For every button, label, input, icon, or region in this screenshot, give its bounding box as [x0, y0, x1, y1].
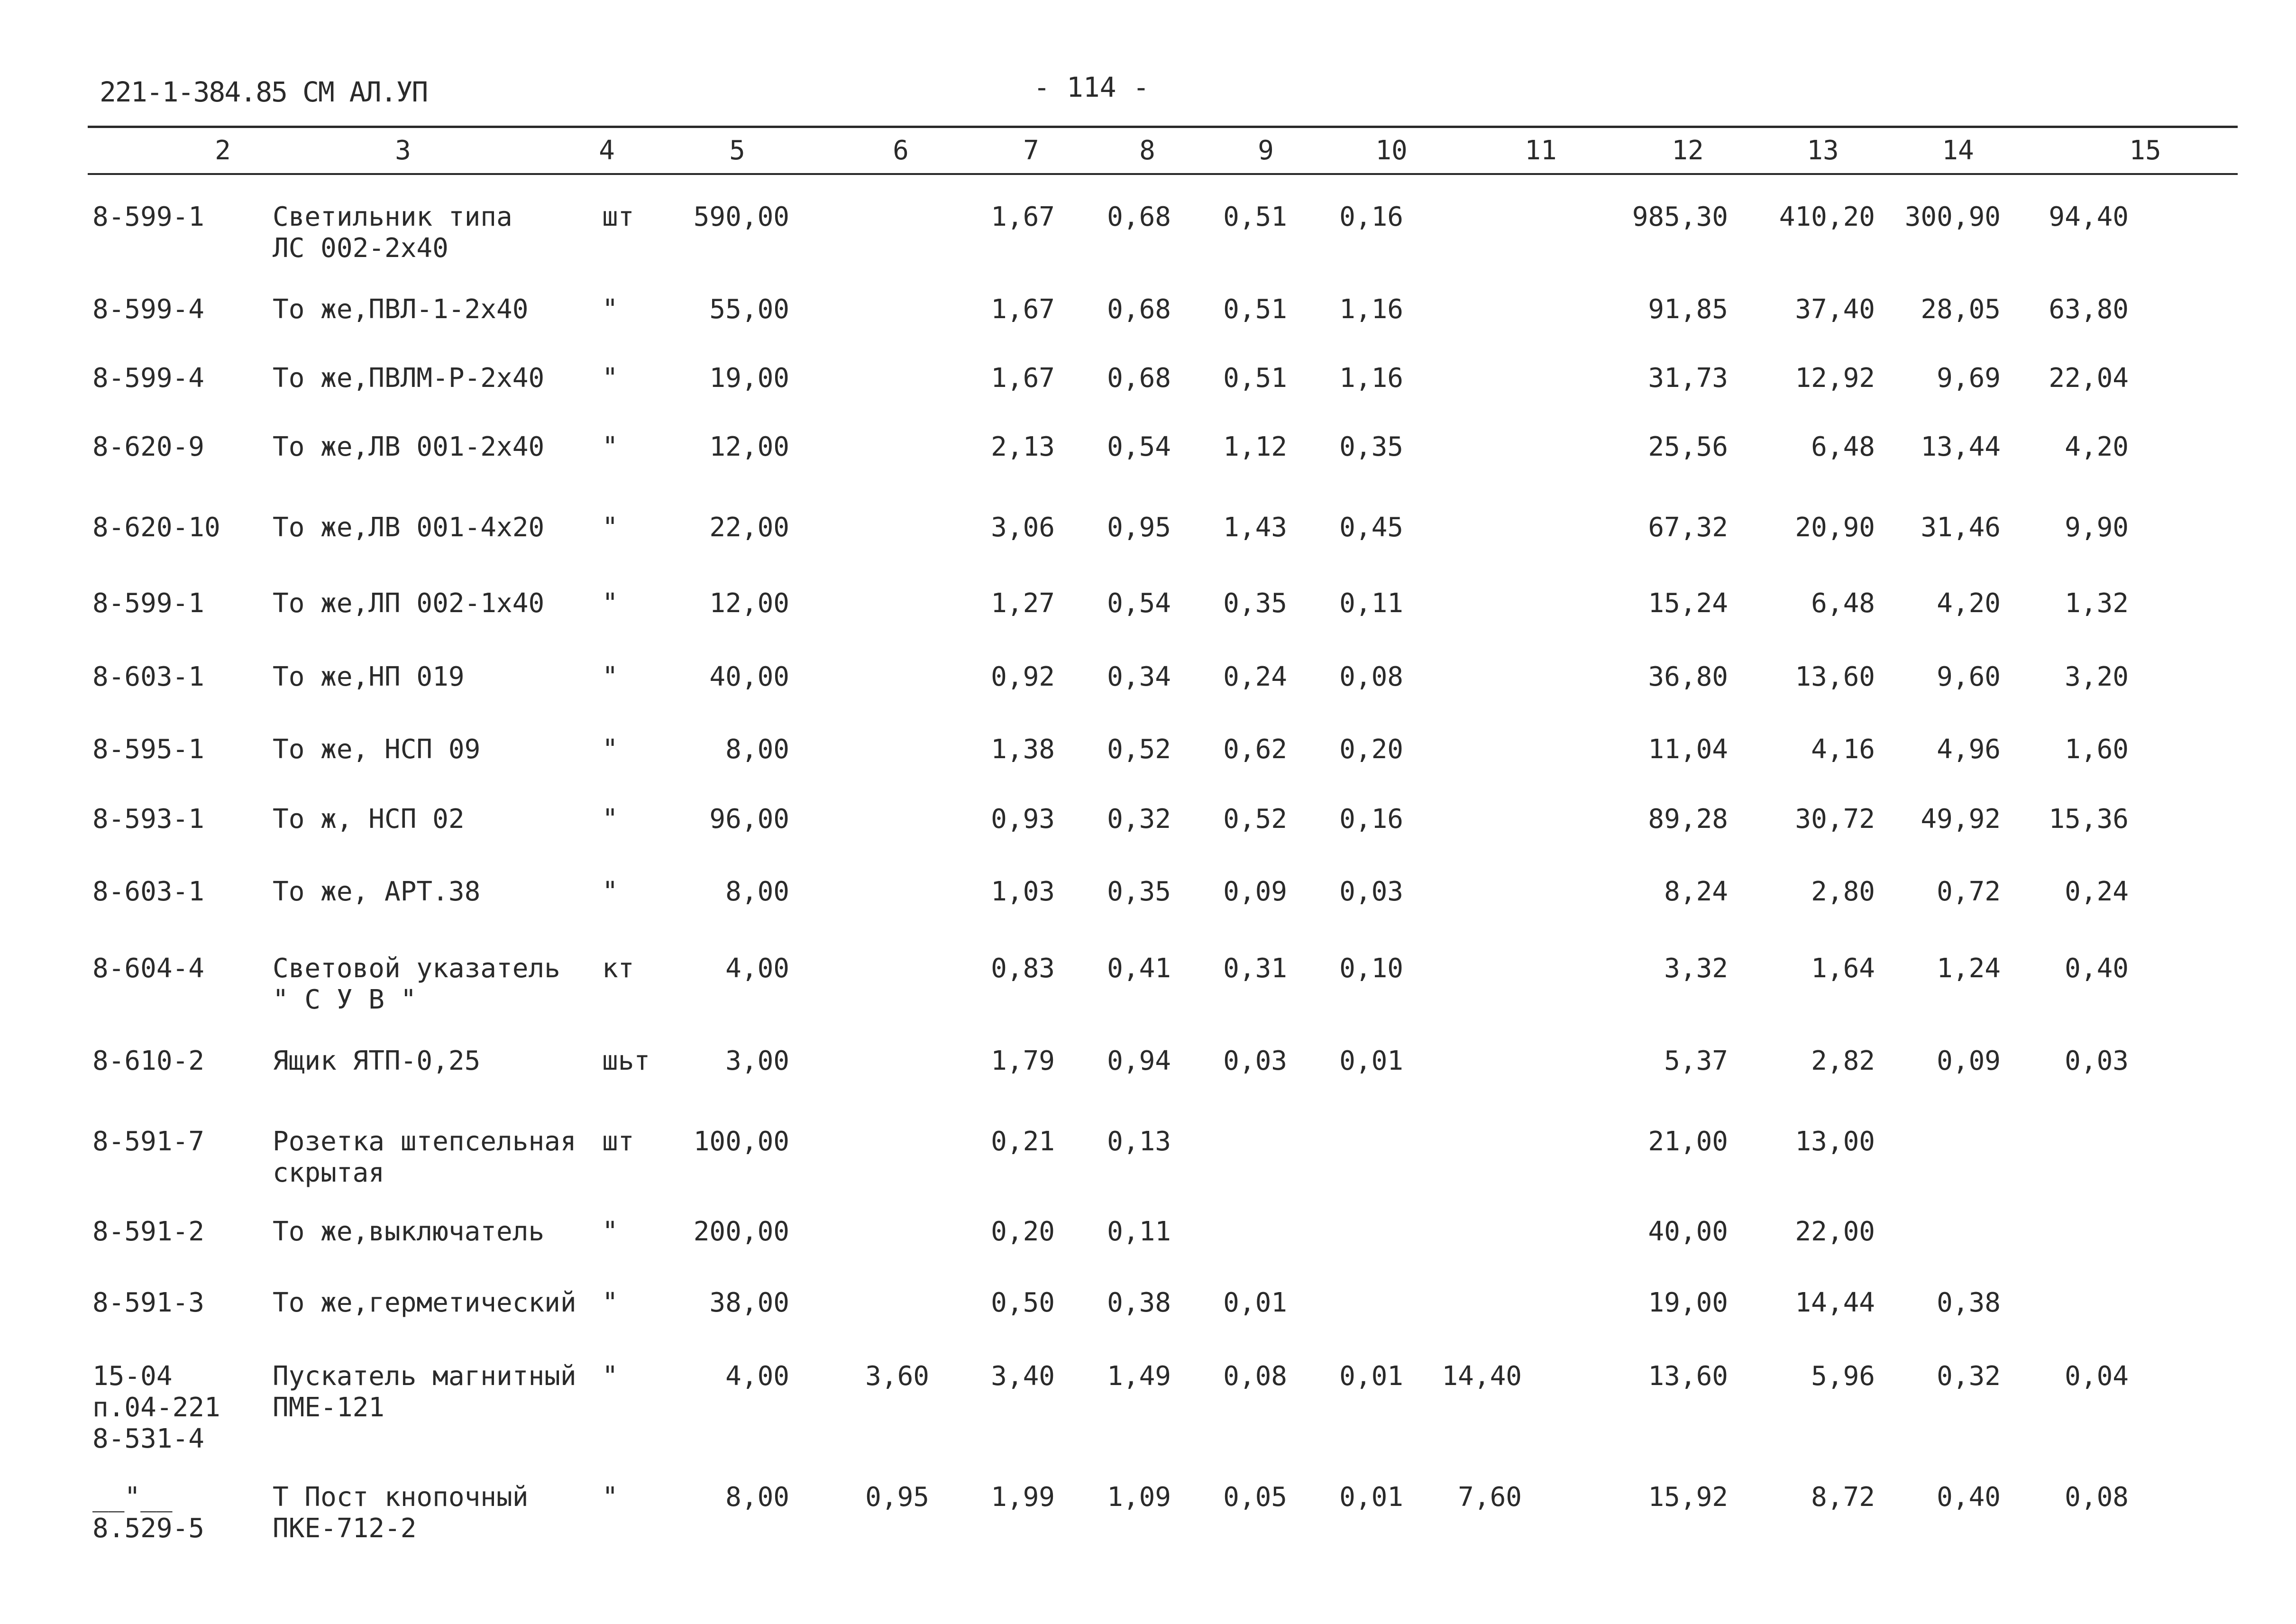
cell-col-12: 5,37: [1664, 1046, 1728, 1076]
cell-col-2: 8-599-1: [92, 202, 205, 232]
cell-col-3: То же,ПВЛМ-Р-2х40: [273, 363, 545, 394]
cell-col-14: 13,44: [1921, 431, 2001, 462]
cell-col-7: 0,93: [991, 804, 1055, 835]
cell-col-4: ": [602, 588, 618, 619]
cell-col-12: 15,92: [1648, 1482, 1728, 1513]
cell-col-4: шт: [602, 202, 634, 232]
cell-col-7: 1,03: [991, 876, 1055, 907]
cell-col-14: 4,20: [1937, 588, 2001, 619]
cell-col-10: 0,11: [1339, 588, 1403, 619]
cell-col-5: 38,00: [709, 1287, 789, 1318]
cell-col-2: 8-591-2: [92, 1216, 205, 1247]
cell-col-3: То же,ЛВ 001-4х20: [273, 512, 545, 543]
cell-col-8: 0,35: [1107, 876, 1171, 907]
cell-col-10: 0,08: [1339, 661, 1403, 692]
cell-col-12: 91,85: [1648, 294, 1728, 325]
table-row: [0, 512, 2296, 543]
cell-col-14: 1,24: [1937, 953, 2001, 984]
cell-col-9: 0,51: [1223, 202, 1287, 232]
cell-col-8: 0,68: [1107, 294, 1171, 325]
cell-col-14: 9,60: [1937, 661, 2001, 692]
table-row: [0, 953, 2296, 1015]
cell-col-8: 0,32: [1107, 804, 1171, 835]
cell-col-4: шт: [602, 1126, 634, 1157]
page-number: - 114 -: [1034, 71, 1150, 103]
cell-col-14: 0,40: [1937, 1482, 2001, 1513]
cell-col-13: 2,80: [1811, 876, 1875, 907]
cell-col-15: 0,03: [2065, 1046, 2129, 1076]
cell-col-4: ": [602, 661, 618, 692]
cell-col-5: 200,00: [693, 1216, 789, 1247]
column-header-5: 5: [729, 135, 745, 166]
cell-col-3: То же,ЛВ 001-2х40: [273, 431, 545, 462]
column-header-13: 13: [1807, 135, 1839, 166]
cell-col-10: 0,45: [1339, 512, 1403, 543]
header-rule-top: [88, 126, 2238, 128]
column-header-4: 4: [599, 135, 615, 166]
cell-col-5: 22,00: [709, 512, 789, 543]
cell-col-12: 19,00: [1648, 1287, 1728, 1318]
cell-col-13: 30,72: [1795, 804, 1875, 835]
cell-col-12: 40,00: [1648, 1216, 1728, 1247]
cell-col-3: То же,НП 019: [273, 661, 465, 692]
cell-col-9: 0,01: [1223, 1287, 1287, 1318]
cell-col-4: шьт: [602, 1046, 650, 1076]
column-header-7: 7: [1023, 135, 1039, 166]
cell-col-4: ": [602, 1287, 618, 1318]
cell-col-5: 3,00: [725, 1046, 789, 1076]
cell-col-10: 0,10: [1339, 953, 1403, 984]
cell-col-3: То же,ПВЛ-1-2х40: [273, 294, 529, 325]
cell-col-13: 13,00: [1795, 1126, 1875, 1157]
cell-col-13: 5,96: [1811, 1361, 1875, 1392]
table-row: [0, 661, 2296, 692]
cell-col-9: 0,09: [1223, 876, 1287, 907]
cell-col-2: 8-603-1: [92, 876, 205, 907]
cell-col-8: 0,34: [1107, 661, 1171, 692]
cell-col-10: 0,20: [1339, 734, 1403, 765]
cell-col-9: 0,05: [1223, 1482, 1287, 1513]
cell-col-15: 4,20: [2065, 431, 2129, 462]
cell-col-14: 9,69: [1937, 363, 2001, 394]
cell-col-14: 0,38: [1937, 1287, 2001, 1318]
cell-col-7: 3,06: [991, 512, 1055, 543]
cell-col-7: 0,21: [991, 1126, 1055, 1157]
cell-col-9: 0,52: [1223, 804, 1287, 835]
cell-col-3: Розетка штепсельная скрытая: [273, 1126, 576, 1188]
cell-col-4: кт: [602, 953, 634, 984]
cell-col-12: 985,30: [1632, 202, 1728, 232]
cell-col-13: 8,72: [1811, 1482, 1875, 1513]
cell-col-10: 0,03: [1339, 876, 1403, 907]
cell-col-5: 4,00: [725, 953, 789, 984]
cell-col-10: 0,35: [1339, 431, 1403, 462]
cell-col-2: 8-591-3: [92, 1287, 205, 1318]
column-header-9: 9: [1258, 135, 1274, 166]
cell-col-9: 0,62: [1223, 734, 1287, 765]
cell-col-8: 0,68: [1107, 202, 1171, 232]
column-header-2: 2: [215, 135, 231, 166]
cell-col-9: 0,51: [1223, 363, 1287, 394]
cell-col-8: 0,41: [1107, 953, 1171, 984]
cell-col-2: 8-593-1: [92, 804, 205, 835]
cell-col-14: 300,90: [1904, 202, 2001, 232]
cell-col-11: 14,40: [1442, 1361, 1522, 1392]
cell-col-12: 89,28: [1648, 804, 1728, 835]
cell-col-7: 1,79: [991, 1046, 1055, 1076]
cell-col-14: 0,32: [1937, 1361, 2001, 1392]
cell-col-2: 8-599-4: [92, 294, 205, 325]
cell-col-13: 2,82: [1811, 1046, 1875, 1076]
cell-col-15: 63,80: [2049, 294, 2129, 325]
cell-col-2: 15-04 п.04-221 8-531-4: [92, 1361, 220, 1454]
cell-col-8: 0,11: [1107, 1216, 1171, 1247]
cell-col-8: 0,95: [1107, 512, 1171, 543]
cell-col-10: 1,16: [1339, 294, 1403, 325]
cell-col-14: 28,05: [1921, 294, 2001, 325]
cell-col-15: 1,32: [2065, 588, 2129, 619]
column-header-6: 6: [893, 135, 909, 166]
header-rule-bottom: [88, 173, 2238, 175]
cell-col-14: 4,96: [1937, 734, 2001, 765]
cell-col-12: 3,32: [1664, 953, 1728, 984]
cell-col-10: 0,16: [1339, 202, 1403, 232]
cell-col-12: 13,60: [1648, 1361, 1728, 1392]
cell-col-2: 8-603-1: [92, 661, 205, 692]
cell-col-7: 0,50: [991, 1287, 1055, 1318]
cell-col-4: ": [602, 431, 618, 462]
cell-col-2: 8-599-4: [92, 363, 205, 394]
cell-col-8: 0,94: [1107, 1046, 1171, 1076]
cell-col-12: 8,24: [1664, 876, 1728, 907]
cell-col-12: 67,32: [1648, 512, 1728, 543]
cell-col-15: 0,08: [2065, 1482, 2129, 1513]
cell-col-8: 0,52: [1107, 734, 1171, 765]
cell-col-12: 36,80: [1648, 661, 1728, 692]
cell-col-3: То же,герметический: [273, 1287, 576, 1318]
cell-col-11: 7,60: [1458, 1482, 1522, 1513]
cell-col-4: ": [602, 512, 618, 543]
cell-col-5: 55,00: [709, 294, 789, 325]
cell-col-7: 1,38: [991, 734, 1055, 765]
cell-col-2: __"__ 8.529-5: [92, 1482, 205, 1544]
cell-col-10: 0,01: [1339, 1361, 1403, 1392]
column-header-3: 3: [395, 135, 411, 166]
table-row: [0, 876, 2296, 907]
cell-col-7: 1,67: [991, 202, 1055, 232]
cell-col-9: 0,03: [1223, 1046, 1287, 1076]
cell-col-9: 0,31: [1223, 953, 1287, 984]
cell-col-5: 590,00: [693, 202, 789, 232]
cell-col-8: 0,68: [1107, 363, 1171, 394]
cell-col-7: 3,40: [991, 1361, 1055, 1392]
cell-col-3: То ж, НСП 02: [273, 804, 465, 835]
table-row: [0, 431, 2296, 462]
cell-col-4: ": [602, 876, 618, 907]
cell-col-15: 9,90: [2065, 512, 2129, 543]
cell-col-13: 13,60: [1795, 661, 1875, 692]
cell-col-5: 12,00: [709, 431, 789, 462]
cell-col-5: 40,00: [709, 661, 789, 692]
cell-col-10: 0,16: [1339, 804, 1403, 835]
cell-col-7: 1,99: [991, 1482, 1055, 1513]
column-header-12: 12: [1672, 135, 1704, 166]
cell-col-3: То же,ЛП 002-1х40: [273, 588, 545, 619]
cell-col-4: ": [602, 1361, 618, 1392]
cell-col-7: 1,67: [991, 363, 1055, 394]
cell-col-12: 21,00: [1648, 1126, 1728, 1157]
cell-col-8: 0,54: [1107, 431, 1171, 462]
cell-col-9: 0,08: [1223, 1361, 1287, 1392]
cell-col-3: То же, АРТ.38: [273, 876, 481, 907]
table-row: [0, 1216, 2296, 1247]
cell-col-5: 4,00: [725, 1361, 789, 1392]
cell-col-2: 8-595-1: [92, 734, 205, 765]
cell-col-7: 0,92: [991, 661, 1055, 692]
column-header-14: 14: [1942, 135, 1974, 166]
cell-col-4: ": [602, 804, 618, 835]
cell-col-5: 100,00: [693, 1126, 789, 1157]
cell-col-8: 1,49: [1107, 1361, 1171, 1392]
cell-col-4: ": [602, 1216, 618, 1247]
cell-col-15: 15,36: [2049, 804, 2129, 835]
cell-col-14: 31,46: [1921, 512, 2001, 543]
cell-col-3: То же, НСП 09: [273, 734, 481, 765]
cell-col-14: 0,72: [1937, 876, 2001, 907]
cell-col-12: 11,04: [1648, 734, 1728, 765]
cell-col-13: 20,90: [1795, 512, 1875, 543]
cell-col-7: 0,83: [991, 953, 1055, 984]
cell-col-2: 8-591-7: [92, 1126, 205, 1157]
cell-col-5: 12,00: [709, 588, 789, 619]
cell-col-15: 94,40: [2049, 202, 2129, 232]
cell-col-3: То же,выключатель: [273, 1216, 545, 1247]
cell-col-13: 37,40: [1795, 294, 1875, 325]
cell-col-10: 0,01: [1339, 1482, 1403, 1513]
cell-col-5: 8,00: [725, 876, 789, 907]
column-header-11: 11: [1525, 135, 1557, 166]
cell-col-7: 1,67: [991, 294, 1055, 325]
cell-col-12: 25,56: [1648, 431, 1728, 462]
cell-col-15: 0,24: [2065, 876, 2129, 907]
cell-col-4: ": [602, 363, 618, 394]
cell-col-13: 14,44: [1795, 1287, 1875, 1318]
cell-col-7: 1,27: [991, 588, 1055, 619]
column-header-8: 8: [1139, 135, 1155, 166]
cell-col-2: 8-604-4: [92, 953, 205, 984]
cell-col-5: 8,00: [725, 1482, 789, 1513]
cell-col-14: 0,09: [1937, 1046, 2001, 1076]
cell-col-8: 0,54: [1107, 588, 1171, 619]
cell-col-14: 49,92: [1921, 804, 2001, 835]
cell-col-13: 410,20: [1779, 202, 1875, 232]
cell-col-7: 0,20: [991, 1216, 1055, 1247]
cell-col-9: 0,24: [1223, 661, 1287, 692]
cell-col-3: Ящик ЯТП-0,25: [273, 1046, 481, 1076]
cell-col-8: 0,13: [1107, 1126, 1171, 1157]
cell-col-9: 0,51: [1223, 294, 1287, 325]
cell-col-2: 8-620-9: [92, 431, 205, 462]
table-row: [0, 1126, 2296, 1188]
cell-col-12: 31,73: [1648, 363, 1728, 394]
cell-col-13: 1,64: [1811, 953, 1875, 984]
cell-col-3: Световой указатель " С У В ": [273, 953, 560, 1015]
cell-col-13: 6,48: [1811, 431, 1875, 462]
cell-col-8: 0,38: [1107, 1287, 1171, 1318]
cell-col-4: ": [602, 294, 618, 325]
cell-col-3: Пускатель магнитный ПМЕ-121: [273, 1361, 576, 1423]
cell-col-2: 8-599-1: [92, 588, 205, 619]
cell-col-6: 3,60: [865, 1361, 929, 1392]
cell-col-15: 22,04: [2049, 363, 2129, 394]
cell-col-13: 6,48: [1811, 588, 1875, 619]
cell-col-3: Светильник типа ЛС 002-2х40: [273, 202, 512, 264]
cell-col-4: ": [602, 1482, 618, 1513]
cell-col-2: 8-610-2: [92, 1046, 205, 1076]
cell-col-3: Т Пост кнопочный ПКЕ-712-2: [273, 1482, 529, 1544]
cell-col-5: 19,00: [709, 363, 789, 394]
cell-col-8: 1,09: [1107, 1482, 1171, 1513]
cell-col-12: 15,24: [1648, 588, 1728, 619]
column-header-10: 10: [1375, 135, 1408, 166]
cell-col-13: 4,16: [1811, 734, 1875, 765]
cell-col-13: 22,00: [1795, 1216, 1875, 1247]
cell-col-4: ": [602, 734, 618, 765]
table-row: [0, 1287, 2296, 1318]
cell-col-6: 0,95: [865, 1482, 929, 1513]
cell-col-13: 12,92: [1795, 363, 1875, 394]
cell-col-10: 1,16: [1339, 363, 1403, 394]
cell-col-10: 0,01: [1339, 1046, 1403, 1076]
cell-col-9: 1,43: [1223, 512, 1287, 543]
document-code: 221-1-384.85 СМ АЛ.УП: [100, 76, 428, 108]
cell-col-9: 0,35: [1223, 588, 1287, 619]
cell-col-5: 96,00: [709, 804, 789, 835]
cell-col-15: 3,20: [2065, 661, 2129, 692]
cell-col-9: 1,12: [1223, 431, 1287, 462]
cell-col-5: 8,00: [725, 734, 789, 765]
cell-col-15: 0,40: [2065, 953, 2129, 984]
cell-col-15: 1,60: [2065, 734, 2129, 765]
cell-col-7: 2,13: [991, 431, 1055, 462]
cell-col-2: 8-620-10: [92, 512, 220, 543]
cell-col-15: 0,04: [2065, 1361, 2129, 1392]
column-header-15: 15: [2129, 135, 2161, 166]
